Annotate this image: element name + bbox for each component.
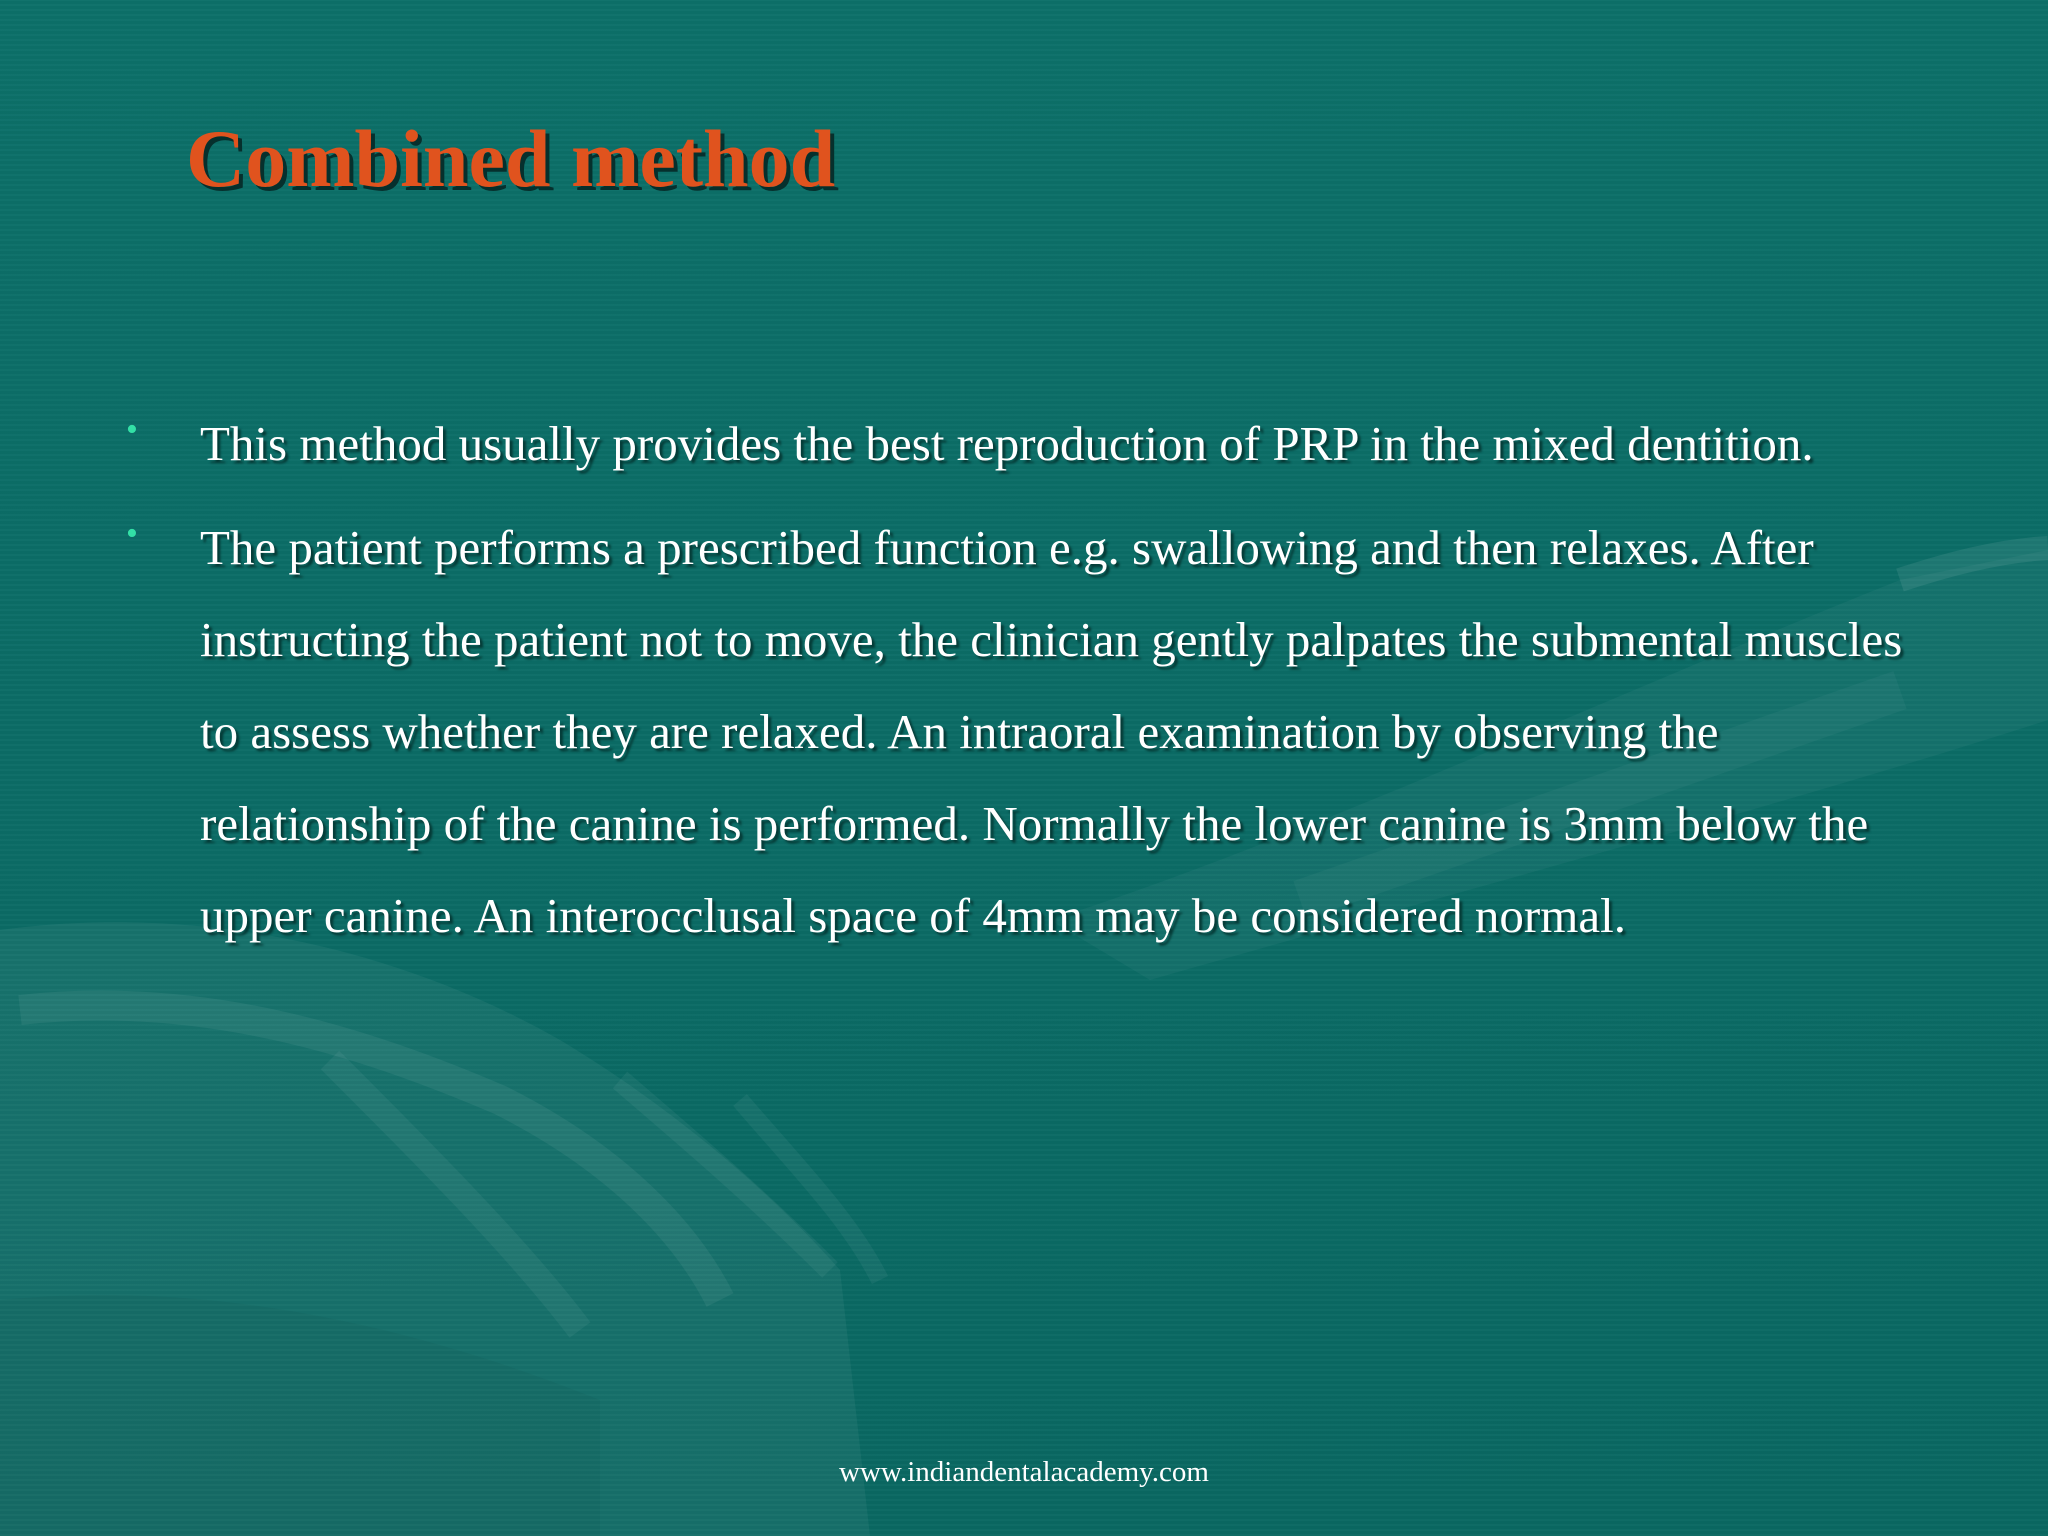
bullet-text: This method usually provides the best reproduction of PRP in the mixed dentition. [200, 416, 1814, 471]
bullet-icon: • [126, 515, 138, 552]
slide-title: Combined method [186, 113, 836, 204]
bullet-text: The patient performs a prescribed function e.g. swallowing and then relaxes. After instructing the patient not to move, the clinician gently palpates the submental muscles to assess whether they are relaxed. An intraoral examination by observing the relationship of the canine is performed. Normally the lower canine is 3mm below the upper canine. An interocclusal space of 4mm may be considered normal. [200, 520, 1903, 943]
bullet-list [120, 398, 1920, 974]
bullet-item [120, 502, 1920, 962]
bullet-icon: • [126, 411, 138, 448]
footer-url: www.indiandentalacademy.com [839, 1456, 1209, 1488]
bullet-item [120, 398, 1920, 490]
